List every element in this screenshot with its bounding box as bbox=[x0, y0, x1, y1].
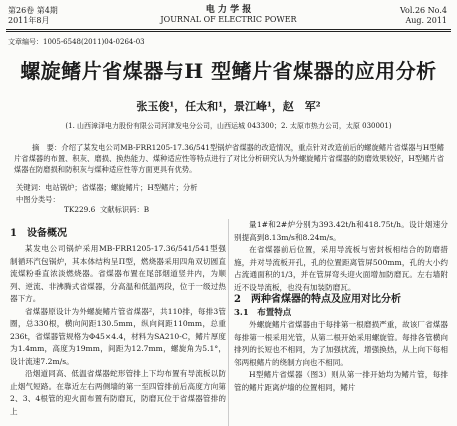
authors: 张玉俊¹，任太和¹，景江峰¹，赵 军² bbox=[136, 100, 321, 113]
journal-cn: 电 力 学 报 bbox=[205, 5, 252, 15]
paragraph: H型鳍片省煤器（图3）则从第一排开始均为鳍片管，每排管的鳍片距离炉墙的位置相同，鳍片 bbox=[234, 370, 448, 392]
paragraph: 外螺旋鳍片省煤器由于每排第一根磨损严重，故该厂省煤器每排第一根采用光管，从第二根开始采用螺旋管。每排各管横向排列的长短也不相同，为了加强扰流，增强换热，从上向下每相邻两根鳍片的绕制方向也不相同。 bbox=[234, 320, 448, 367]
paragraph: 沿烟道同高、低温省煤器蛇形管排上下均布置有导流板以防止烟气短路。在靠近左右两侧墙的第一至四管排前后高度方向第2、3、4根管的迎火面布置有防磨瓦，防磨瓦位于省煤器管排的上 bbox=[10, 369, 226, 416]
paragraph: 量1#和2#炉分别为393.42t/h和418.75t/h。设计烟速分别提高到8.13m/s和8.24m/s。 bbox=[234, 220, 448, 242]
document-code: 文献标识码：B bbox=[100, 205, 150, 214]
date-en: Aug. 2011 bbox=[405, 16, 447, 25]
header-right bbox=[400, 6, 447, 26]
section-1-heading: 1 设备概况 bbox=[10, 228, 67, 239]
paper-title: 螺旋鳍片省煤器与H 型鳍片省煤器的应用分析 bbox=[20, 59, 437, 83]
right-column bbox=[234, 219, 448, 394]
journal-en: JOURNAL OF ELECTRIC POWER bbox=[160, 15, 297, 24]
paragraph: 省煤器原设计为外螺旋鳍片管省煤器²，共110排，每排3管圈，总330根，横向间距130.5mm，纵向间距110mm，总重236t，省煤器管规格为Φ45×4.4，材料为SA210-C，鳍片厚度为1.4mm，高度为19mm，间距为12.7mm，螺旋角为5.1°，设计流速7.2m/s。 bbox=[10, 306, 226, 366]
article-id: 文章编号：1005-6548(2011)04-0264-03 bbox=[8, 38, 145, 46]
abstract: 摘 要：介绍了某发电公司MB-FRR1205-17.36/541型锅炉省煤器的改造情况，重点针对改造前后的螺旋鳍片省煤器与H型鳍片省煤器的布置、积灰、磨损、换热能力、煤种适应性等特点进行了对比分析研究认为外螺旋鳍片省煤器的防磨效果较好，H型鳍片省煤器在防磨损和防积灰与煤种适应性等方面更具有优势。 bbox=[14, 143, 444, 174]
subsection-3-1-heading: 3.1 布置特点 bbox=[234, 307, 292, 318]
volume-issue: 第26卷 第4期 bbox=[8, 6, 58, 15]
column-divider bbox=[228, 219, 229, 426]
class-number-label: 中图分类号： bbox=[16, 195, 60, 204]
clc-code: TK229.6 bbox=[64, 205, 96, 214]
affiliation: (1. 山西漳泽电力股份有限公司河津发电分公司，山西运城 043300；2. 太原市热力公司，太原 030001) bbox=[65, 122, 392, 130]
header-rule-2 bbox=[6, 31, 451, 32]
keywords: 关键词：电站锅炉；省煤器；螺旋鳍片；H型鳍片；分析 bbox=[16, 183, 198, 192]
left-column bbox=[10, 243, 226, 418]
date-cn: 2011年8月 bbox=[8, 16, 50, 25]
section-2-heading: 2 两种省煤器的特点及应用对比分析 bbox=[234, 294, 401, 305]
paragraph: 某发电公司锅炉采用MB-FRR1205-17.36/541/541型强制循环汽包锅炉，其本体结构呈Π型，燃烧器采用四角双切圆直流煤粉垂直浓淡燃烧器。省煤器布置在尾部烟道竖井内，为顺列、逆流、非沸腾式省煤器，分高温和低温两段，位于一级过热器下方。 bbox=[10, 244, 226, 303]
header-rule bbox=[6, 29, 451, 30]
vol-en: Vol.26 No.4 bbox=[400, 6, 447, 15]
paragraph: 在省煤器前后位置，采用导流板与密封板相结合的防磨措施，并对导流板开孔，孔的位置距离管屏500mm，孔的大小约占流通面积的1/3，并在管屏弯头迎火面增加防磨瓦。左右墙附近不设导流板，也没有加装防磨瓦。 bbox=[234, 245, 448, 292]
header-center bbox=[0, 5, 457, 25]
